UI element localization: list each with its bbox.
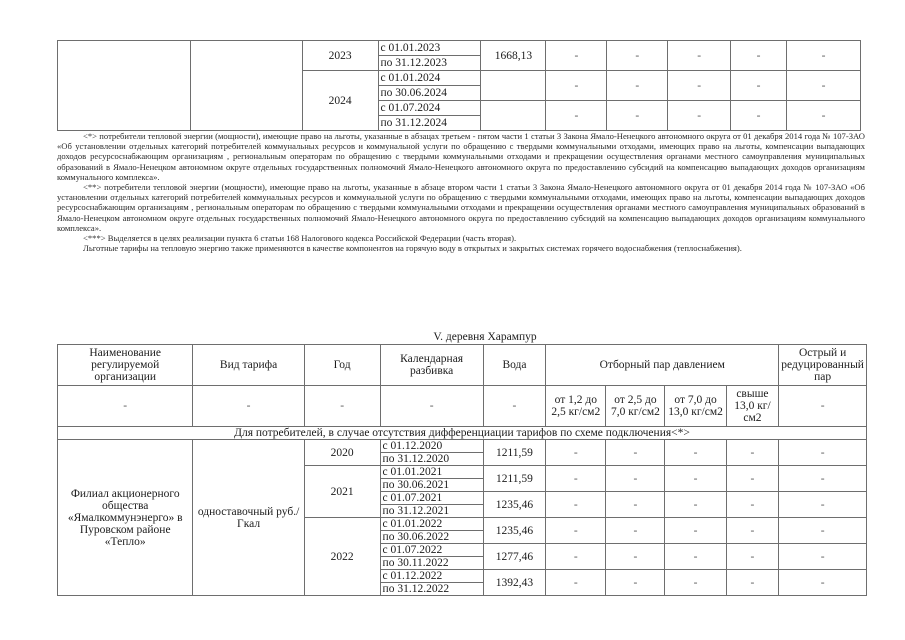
dash-cell: - — [546, 466, 606, 492]
period-end: по 30.06.2024 — [378, 86, 481, 101]
dash-cell: - — [606, 466, 665, 492]
org-cell-empty — [58, 41, 191, 131]
table-row — [58, 440, 867, 453]
dash-cell: - — [668, 101, 731, 131]
dash-cell: - — [726, 518, 779, 544]
dash-cell: - — [380, 386, 483, 427]
period-start: с 01.07.2021 — [380, 492, 483, 505]
pressure-2: от 2,5 до 7,0 кг/см2 — [606, 386, 665, 427]
period-start: с 01.01.2024 — [378, 71, 481, 86]
dash-cell: - — [304, 386, 380, 427]
org-name: Филиал акционерного общества «Ямалкоммунэнерго» в Пуровском районе «Тепло» — [58, 440, 193, 596]
water-value: 1235,46 — [483, 518, 546, 544]
dash-cell: - — [726, 492, 779, 518]
dash-cell: - — [731, 71, 787, 101]
period-end: по 30.06.2022 — [380, 531, 483, 544]
pressure-1: от 1,2 до 2,5 кг/см2 — [546, 386, 606, 427]
water-value: 1211,59 — [483, 440, 546, 466]
water-value — [481, 101, 546, 131]
dash-cell: - — [665, 440, 726, 466]
pressure-4: свыше 13,0 кг/см2 — [726, 386, 779, 427]
group-label: Для потребителей, в случае отсутствия дифференциации тарифов по схеме подключения<*> — [58, 427, 867, 440]
dash-cell: - — [607, 71, 668, 101]
period-start: с 01.01.2021 — [380, 466, 483, 479]
period-end: по 30.06.2021 — [380, 479, 483, 492]
dash-cell: - — [607, 41, 668, 71]
dash-cell: - — [787, 71, 861, 101]
dash-cell: - — [606, 518, 665, 544]
year-cell: 2022 — [304, 518, 380, 596]
dash-cell: - — [606, 570, 665, 596]
tariff-type-cell-empty — [190, 41, 302, 131]
dash-cell: - — [546, 101, 607, 131]
header-water: Вода — [483, 345, 546, 386]
dash-cell: - — [726, 440, 779, 466]
header-tariff-type: Вид тарифа — [193, 345, 304, 386]
period-start: с 01.01.2023 — [378, 41, 481, 56]
dash-cell: - — [606, 492, 665, 518]
group-row — [58, 427, 867, 440]
dash-cell: - — [665, 544, 726, 570]
footnotes — [57, 131, 865, 253]
year-cell: 2021 — [304, 466, 380, 518]
dash-cell: - — [779, 544, 867, 570]
dash-cell: - — [787, 101, 861, 131]
dash-cell: - — [58, 386, 193, 427]
dash-cell: - — [546, 518, 606, 544]
dash-cell: - — [546, 544, 606, 570]
water-value: 1235,46 — [483, 492, 546, 518]
dash-cell: - — [546, 41, 607, 71]
dash-cell: - — [731, 41, 787, 71]
footnote-3: <***> Выделяется в целях реализации пункта 6 статьи 168 Налогового кодекса Российской Федерации (часть вторая). — [83, 233, 517, 244]
dash-cell: - — [546, 71, 607, 101]
dash-cell: - — [193, 386, 304, 427]
water-value: 1392,43 — [483, 570, 546, 596]
dash-cell: - — [546, 492, 606, 518]
tariff-name: одноставочный руб./Гкал — [193, 440, 304, 596]
dash-cell: - — [665, 518, 726, 544]
dash-cell: - — [546, 440, 606, 466]
dash-cell: - — [731, 101, 787, 131]
year-cell: 2024 — [302, 71, 378, 131]
dash-cell: - — [787, 41, 861, 71]
dash-cell: - — [779, 492, 867, 518]
period-end: по 30.11.2022 — [380, 557, 483, 570]
tariff-table-continued — [57, 40, 861, 131]
period-end: по 31.12.2024 — [378, 116, 481, 131]
period-start: с 01.07.2024 — [378, 101, 481, 116]
table-row — [58, 41, 861, 56]
tariff-table-kharampur — [57, 344, 867, 596]
dash-cell: - — [606, 440, 665, 466]
period-end: по 31.12.2023 — [378, 56, 481, 71]
period-end: по 31.12.2020 — [380, 453, 483, 466]
dash-cell: - — [779, 518, 867, 544]
subheader-row — [58, 386, 867, 427]
period-end: по 31.12.2022 — [380, 583, 483, 596]
water-value — [481, 71, 546, 101]
dash-cell: - — [779, 466, 867, 492]
water-value: 1668,13 — [481, 41, 546, 71]
footnote-4: Льготные тарифы на тепловую энергию также применяются в качестве компонентов на горячую воду в открытых и закрытых системах горячего водоснабжения (теплоснабжения). — [83, 243, 742, 254]
header-calendar: Календарная разбивка — [380, 345, 483, 386]
header-year: Год — [304, 345, 380, 386]
period-start: с 01.12.2022 — [380, 570, 483, 583]
dash-cell: - — [483, 386, 546, 427]
header-org: Наименование регулируемой организации — [58, 345, 193, 386]
year-cell: 2023 — [302, 41, 378, 71]
dash-cell: - — [606, 544, 665, 570]
dash-cell: - — [726, 544, 779, 570]
dash-cell: - — [665, 492, 726, 518]
period-start: с 01.12.2020 — [380, 440, 483, 453]
water-value: 1277,46 — [483, 544, 546, 570]
dash-cell: - — [779, 570, 867, 596]
dash-cell: - — [726, 570, 779, 596]
dash-cell: - — [546, 570, 606, 596]
period-start: с 01.01.2022 — [380, 518, 483, 531]
footnote-1: <*> потребители тепловой энергии (мощности), имеющие право на льготы, указанные в абзацах третьем - пятом части 1 статьи 3 Закона Ямало-Ненецкого автономного округа от 01 декабря 2014 года № 107-ЗАО «Об установлении отдельных категорий потребителей коммунальных ресурсов и коммунальной услуги по обращению с твердыми коммунальными отходами, имеющих право на льготы, компенсации выпадающих доходов ресурсоснабжающим организациям , региональным операторам по обращению с твердыми коммунальными отходами и прекращении осуществления органами местного самоуправления муниципальных образований в Ямало-Ненецком автономном округе отдельных государственных полномочий Ямало-Ненецкого автономного округа по предоставлению субсидий на компенсацию выпадающих доходов организациям коммунального комплекса». — [57, 131, 865, 182]
dash-cell: - — [779, 386, 867, 427]
header-steam: Отборный пар давлением — [546, 345, 779, 386]
dash-cell: - — [665, 466, 726, 492]
period-end: по 31.12.2021 — [380, 505, 483, 518]
year-cell: 2020 — [304, 440, 380, 466]
period-start: с 01.07.2022 — [380, 544, 483, 557]
dash-cell: - — [665, 570, 726, 596]
pressure-3: от 7,0 до 13,0 кг/см2 — [665, 386, 726, 427]
dash-cell: - — [668, 71, 731, 101]
dash-cell: - — [779, 440, 867, 466]
dash-cell: - — [607, 101, 668, 131]
dash-cell: - — [726, 466, 779, 492]
header-sharp-steam: Острый и редуцированный пар — [779, 345, 867, 386]
footnote-2: <**> потребители тепловой энергии (мощности), имеющие право на льготы, указанные в абзаце втором части 1 статьи 3 Закона Ямало-Ненецкого автономного округа от 01 декабря 2014 года № 107-ЗАО «Об установлении отдельных категорий потребителей коммунальных ресурсов и коммунальной услуги по обращению с твердыми коммунальными отходами, имеющих право на льготы, компенсации выпадающих доходов ресурсоснабжающим организациям , региональным операторам по обращению с твердыми коммунальными отходами и прекращении осуществления органами местного самоуправления муниципальных образований в Ямало-Ненецком автономном округе отдельных государственных полномочий Ямало-Ненецкого автономного округа по предоставлению субсидий на компенсацию выпадающих доходов организациям коммунального комплекса». — [57, 182, 865, 233]
water-value: 1211,59 — [483, 466, 546, 492]
dash-cell: - — [668, 41, 731, 71]
section-title: V. деревня Харампур — [433, 331, 537, 343]
